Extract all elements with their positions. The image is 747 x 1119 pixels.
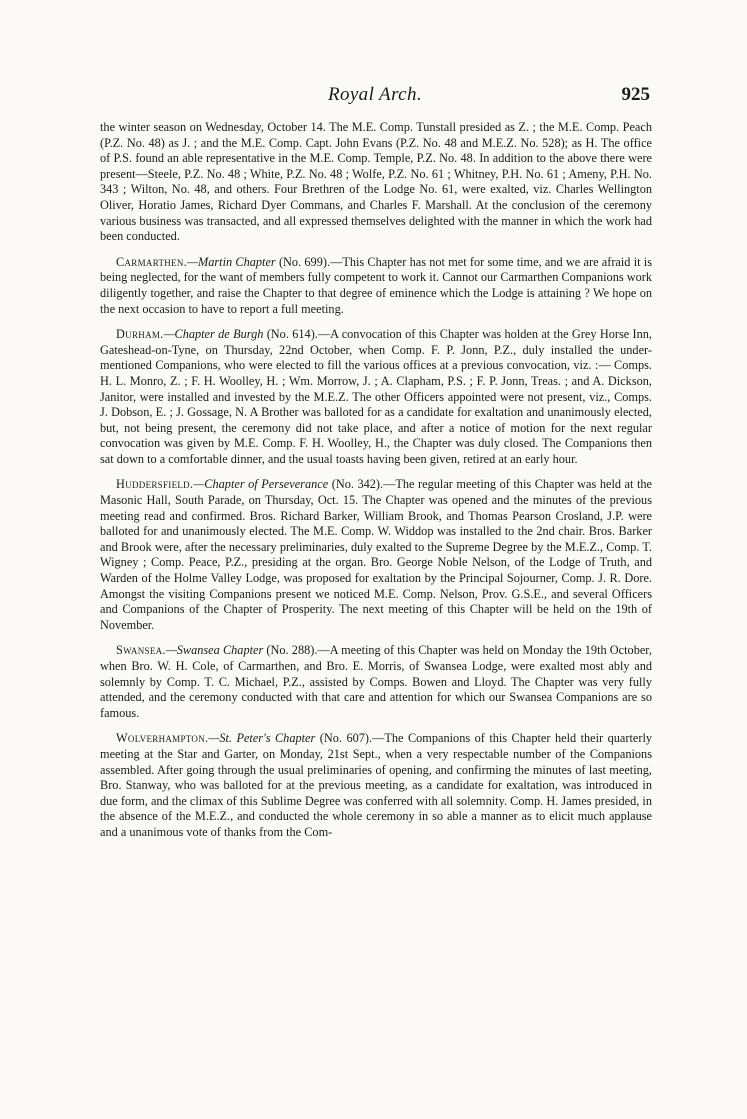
- chapter-name: —Swansea Chapter: [165, 643, 264, 658]
- paragraph-text: (No. 614).—A convocation of this Chapter was holden at the Grey Horse Inn, Gateshead-on-Tyne, on Thursday, 22nd October, when Comp. F. P. Jonn, P.Z., duly installed the under-mentioned Companions, who were elected to fill the various offices at a previous convocation, viz. :— Comps. H. L. Monro, Z. ; F. H. Woolley, H. ; Wm. Morrow, J. ; A. Clapham, P.S. ; F. P. Jonn, Treas. ; and A. Dickson, Janitor, were installed and invested by the M.E.Z. The other Officers appointed were not present, viz., Comps. J. Dobson, E. ; J. Gossage, N. A Brother was balloted for as a candidate for exaltation and unanimously elected, but, not being present, the ceremony did not take place, and after a notice of motion for the next regular convocation was given by M.E. Comp. F. H. Woolley, H., the Chapter was duly closed. The Companions then sat down to a comfortable dinner, and the usual toasts having been given, retired at an early hour.: [100, 327, 652, 466]
- place-heading: Huddersfield.: [116, 477, 194, 492]
- running-header: [100, 84, 650, 110]
- paragraph-text: (No. 607).—The Companions of this Chapter held their quarterly meeting at the Star and Garter, on Monday, 21st Sept., when a very respectable number of the Companions assembled. After going through the usual preliminaries of opening, and confirming the minutes of last meeting, Bro. Stanway, who was balloted for at the previous meeting, as a candidate for exaltation, was introduced in due form, and the climax of this Sublime Degree was conferred with all solemnity. Comp. H. James presided, in the absence of the M.E.Z., and conducted the whole ceremony in so able a manner as to elicit much applause and a unanimous vote of thanks from the Com-: [100, 731, 653, 839]
- paragraph-text: the winter season on Wednesday, October 14. The M.E. Comp. Tunstall presided as Z. ; the M.E. Comp. Peach (P.Z. No. 48) as J. ; and the M.E. Comp. Capt. John Evans (P.Z. No. 48 and M.E.Z. No. 528); as H. The office of P.S. found an able representative in the M.E. Comp. Temple, P.Z. No. 48. In addition to the above there were present—Steele, P.Z. No. 48 ; White, P.Z. No. 48 ; Wolfe, P.Z. No. 61 ; Whitney, P.H. No. 61 ; Ameny, P.H. No. 343 ; Wilton, No. 48, and others. Four Brethren of the Lodge No. 61, were exalted, viz. Charles Wellington Oliver, Horatio James, Richard Dyer Commans, and Charles F. Marshall. At the conclusion of the ceremony various business was transacted, and all expressed themselves delighted with the manner in which the work had been conducted.: [100, 120, 652, 244]
- paragraph-text: (No. 342).—The regular meeting of this Chapter was held at the Masonic Hall, South Parade, on Thursday, Oct. 15. The Chapter was opened and the minutes of the previous meeting read and confirmed. Bros. Richard Barker, William Brook, and Thomas Pearson Crosland, J.P. were balloted for and unanimously elected. The M.E. Comp. W. Widdop was installed to the 2nd chair. Bros. Barker and Brook were, after the necessary preliminaries, duly exalted to the Supreme Degree by the M.E.Z., Comp. T. Wigney ; Comp. Peace, P.Z., presiding at the organ. Bro. George Noble Nelson, of the Lodge of Truth, and Warden of the Holme Valley Lodge, was proposed for exaltation by the Principal Sojourner, Comp. J. R. Dore. Amongst the visiting Companions present we noticed M.E. Comp. Nelson, Prov. G.S.E., and several Officers and Companions of the Chapter of Prosperity. The next meeting of this Chapter will be held on the 19th of November.: [100, 477, 652, 632]
- paragraph-continuation: [100, 120, 652, 245]
- article-body: [100, 120, 652, 851]
- paragraph-text: (No. 288).—A meeting of this Chapter was held on Monday the 19th October, when Bro. W. H. Cole, of Carmarthen, and Bro. E. Morris, of Swansea Lodge, were exalted most ably and solemnly by Comp. T. C. Michael, P.Z., assisted by Comps. Bowen and Lloyd. The Chapter was very fully attended, and the ceremony conducted with that care and attention for which our Swansea Companions are so famous.: [100, 643, 652, 720]
- paragraph-text: (No. 699).—This Chapter has not met for some time, and we are afraid it is being neglected, for the want of members fully competent to work it. Cannot our Carmarthen Companions work diligently together, and raise the Chapter to that degree of eminence which the Lodge is attaining ? We hope on the next occasion to have to report a full meeting.: [100, 254, 652, 316]
- chapter-name: —Chapter of Perseverance: [193, 477, 329, 492]
- chapter-name: —Chapter de Burgh: [163, 327, 264, 342]
- place-heading: Durham.: [116, 327, 164, 342]
- place-heading: Swansea.: [116, 643, 166, 658]
- chapter-name: —Martin Chapter: [187, 254, 276, 269]
- running-title: Royal Arch.: [327, 84, 423, 105]
- paragraph-swansea: [100, 643, 652, 721]
- paragraph-durham: [100, 327, 652, 467]
- paragraph-wolverhampton: [100, 731, 652, 840]
- chapter-name: —St. Peter's Chapter: [208, 731, 316, 746]
- paragraph-huddersfield: [100, 477, 652, 633]
- page-number: 925: [621, 84, 650, 105]
- place-heading: Carmarthen.: [116, 254, 188, 269]
- paragraph-carmarthen: [100, 255, 652, 317]
- place-heading: Wolverhampton.: [116, 731, 209, 746]
